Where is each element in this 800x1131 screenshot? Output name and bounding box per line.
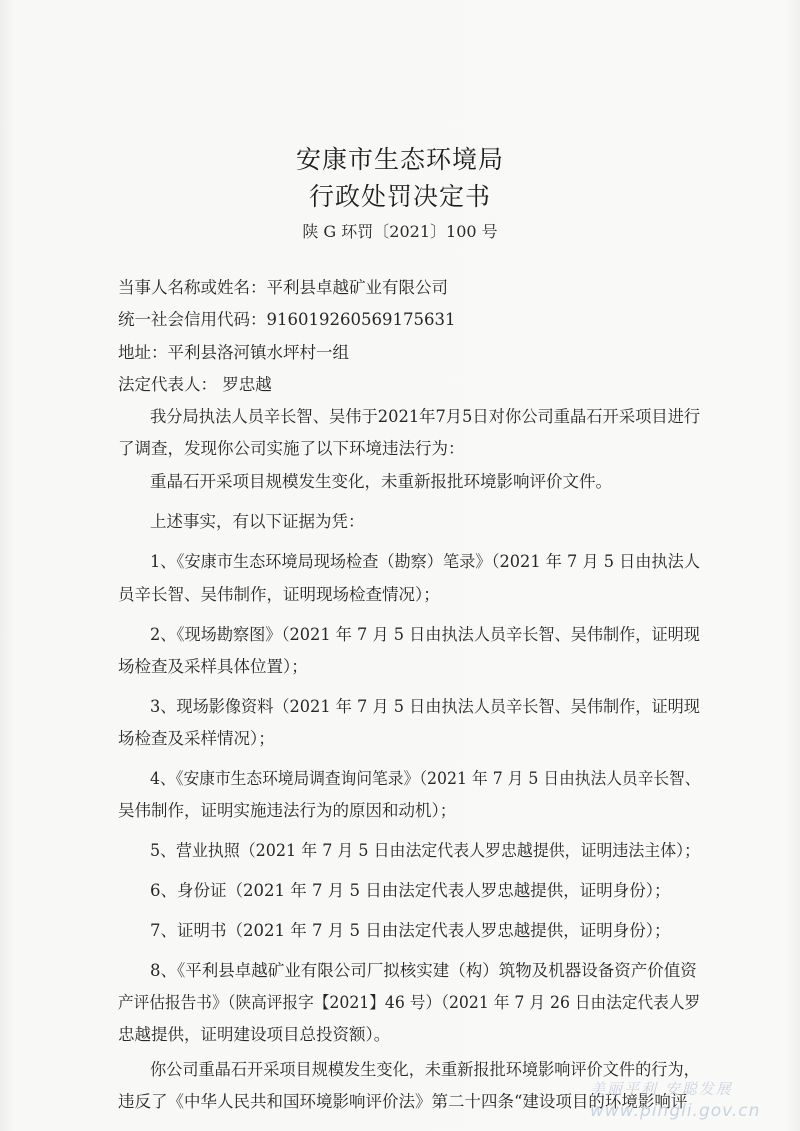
evidence-line: 7、证明书（2021 年 7 月 5 日由法定代表人罗忠越提供，证明身份）； (150, 921, 671, 940)
site-watermark (590, 1078, 790, 1121)
evidence-line: 3、现场影像资料（2021 年 7 月 5 日由执法人员辛长智、吴伟制作，证明现 (150, 697, 700, 716)
body-line: 上述事实，有以下证据为凭： (150, 512, 365, 531)
body-line: 我分局执法人员辛长智、吴伟于2021年7月5日对你公司重晶石开采项目进行 (150, 407, 701, 426)
evidence-line: 1、《安康市生态环境局现场检查（勘察）笔录》（2021 年 7 月 5 日由执法人 (150, 552, 700, 571)
evidence-line: 员辛长智、吴伟制作，证明现场检查情况）； (118, 585, 440, 604)
evidence-line: 产评估报告书》（陕高评报字【2021】46 号）（2021 年 7 月 26 日由法定代表人罗 (118, 993, 701, 1012)
document-number: 陕 G 环罚〔2021〕100 号 (302, 222, 498, 241)
evidence-line: 2、《现场勘察图》（2021 年 7 月 5 日由执法人员辛长智、吴伟制作，证明现 (150, 625, 700, 644)
issuing-authority: 安康市生态环境局 (295, 145, 504, 174)
evidence-line: 忠越提供，证明建设项目总投资额）。 (118, 1025, 391, 1044)
evidence-line: 6、身份证（2021 年 7 月 5 日由法定代表人罗忠越提供，证明身份）； (150, 881, 671, 900)
body-line: 了调查，发现你公司实施了以下环境违法行为： (118, 439, 465, 458)
party-address: 地址：平利县洛河镇水坪村一组 (118, 343, 349, 362)
watermark-slogan: 美丽平利 安聪发展 (590, 1080, 733, 1098)
evidence-line: 4、《安康市生态环境局调查询问笔录》（2021 年 7 月 5 日由执法人员辛长智、 (150, 769, 701, 788)
body-line: 违反了《中华人民共和国环境影响评价法》第二十四条“建设项目的环境影响评 (118, 1092, 688, 1111)
evidence-line: 场检查及采样情况）； (118, 729, 275, 748)
evidence-line: 场检查及采样具体位置）； (118, 657, 308, 676)
watermark-url: www.pingli.gov.cn (590, 1101, 761, 1121)
credit-code: 统一社会信用代码：916019260569175631 (118, 310, 456, 329)
legal-representative: 法定代表人： 罗忠越 (118, 375, 272, 394)
evidence-line: 8、《平利县卓越矿业有限公司厂拟核实建（构）筑物及机器设备资产价值资 (150, 961, 697, 980)
party-name: 当事人名称或姓名：平利县卓越矿业有限公司 (118, 278, 448, 297)
evidence-line: 5、营业执照（2021 年 7 月 5 日由法定代表人罗忠越提供，证明违法主体）； (150, 841, 701, 860)
document-type: 行政处罚决定书 (308, 182, 491, 211)
body-line: 重晶石开采项目规模发生变化，未重新报批环境影响评价文件。 (150, 472, 612, 491)
body-line: 你公司重晶石开采项目规模发生变化，未重新报批环境影响评价文件的行为， (150, 1060, 700, 1079)
evidence-line: 吴伟制作，证明实施违法行为的原因和动机）； (118, 801, 457, 820)
